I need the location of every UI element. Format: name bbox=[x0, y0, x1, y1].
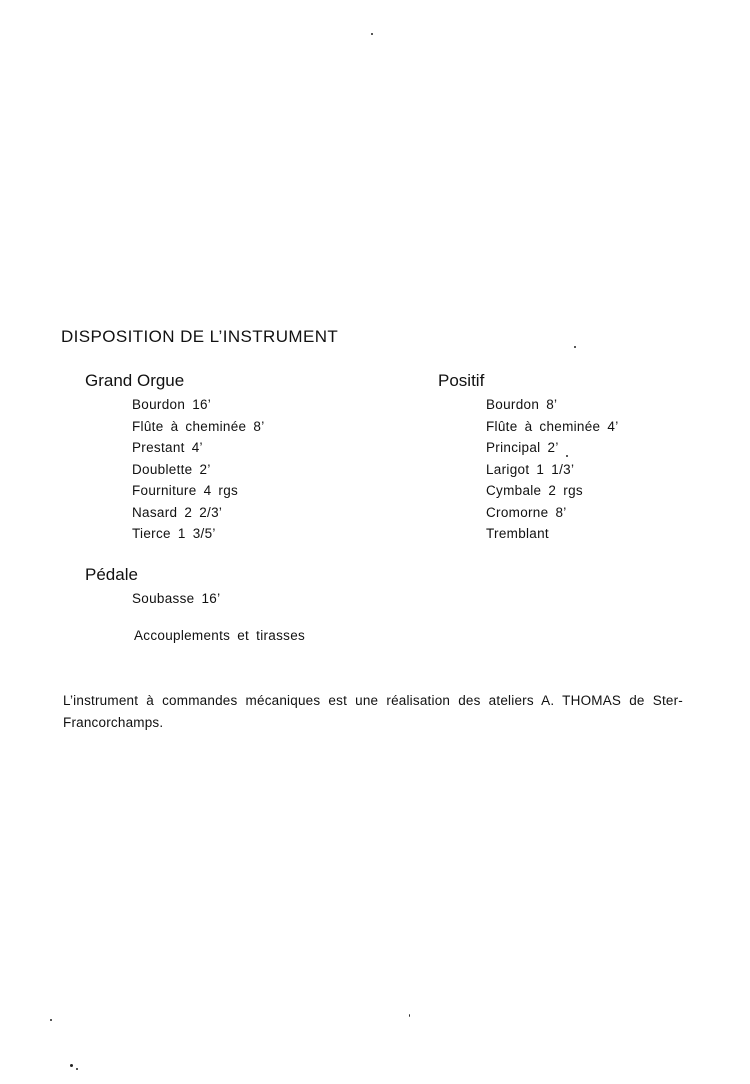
pedale-heading: Pédale bbox=[85, 565, 138, 584]
stop-item: Cromorne 8’ bbox=[486, 504, 567, 520]
stop-item: Fourniture 4 rgs bbox=[132, 483, 239, 498]
scan-speck bbox=[50, 1019, 52, 1021]
stop-item: Prestant 4’ bbox=[132, 440, 203, 455]
scan-speck bbox=[574, 346, 576, 348]
positif-stop-list bbox=[486, 394, 619, 545]
stop-item: Flûte à cheminée 4’ bbox=[486, 418, 619, 434]
couplers-note: Accouplements et tirasses bbox=[134, 628, 306, 643]
positif-heading: Positif bbox=[438, 371, 485, 390]
stop-item: Bourdon 8’ bbox=[486, 397, 558, 412]
stop-item: Doublette 2’ bbox=[132, 461, 211, 477]
scan-speck bbox=[76, 1068, 78, 1070]
scan-speck bbox=[566, 455, 568, 457]
scan-speck bbox=[70, 1064, 73, 1067]
builder-note: L’instrument à commandes mécaniques est une réalisation des ateliers A. THOMAS de Ster-Francorchamps. bbox=[63, 693, 683, 730]
stop-item: Flûte à cheminée 8’ bbox=[132, 418, 265, 434]
grand-orgue-stop-list bbox=[132, 394, 265, 545]
stop-item: Cymbale 2 rgs bbox=[486, 483, 583, 498]
stop-item: Soubasse 16’ bbox=[132, 591, 221, 606]
stop-item: Larigot 1 1/3’ bbox=[486, 461, 575, 477]
stop-item: Principal 2’ bbox=[486, 440, 559, 455]
grand-orgue-heading: Grand Orgue bbox=[85, 371, 185, 390]
stop-item: Tierce 1 3/5’ bbox=[132, 526, 216, 541]
scan-speck bbox=[409, 1014, 410, 1017]
stop-item: Nasard 2 2/3’ bbox=[132, 504, 223, 520]
scan-speck bbox=[371, 33, 373, 35]
page-title: DISPOSITION DE L’INSTRUMENT bbox=[61, 327, 339, 346]
pedale-stop-list bbox=[132, 588, 220, 610]
stop-item: Tremblant bbox=[486, 526, 549, 541]
stop-item: Bourdon 16’ bbox=[132, 397, 212, 412]
